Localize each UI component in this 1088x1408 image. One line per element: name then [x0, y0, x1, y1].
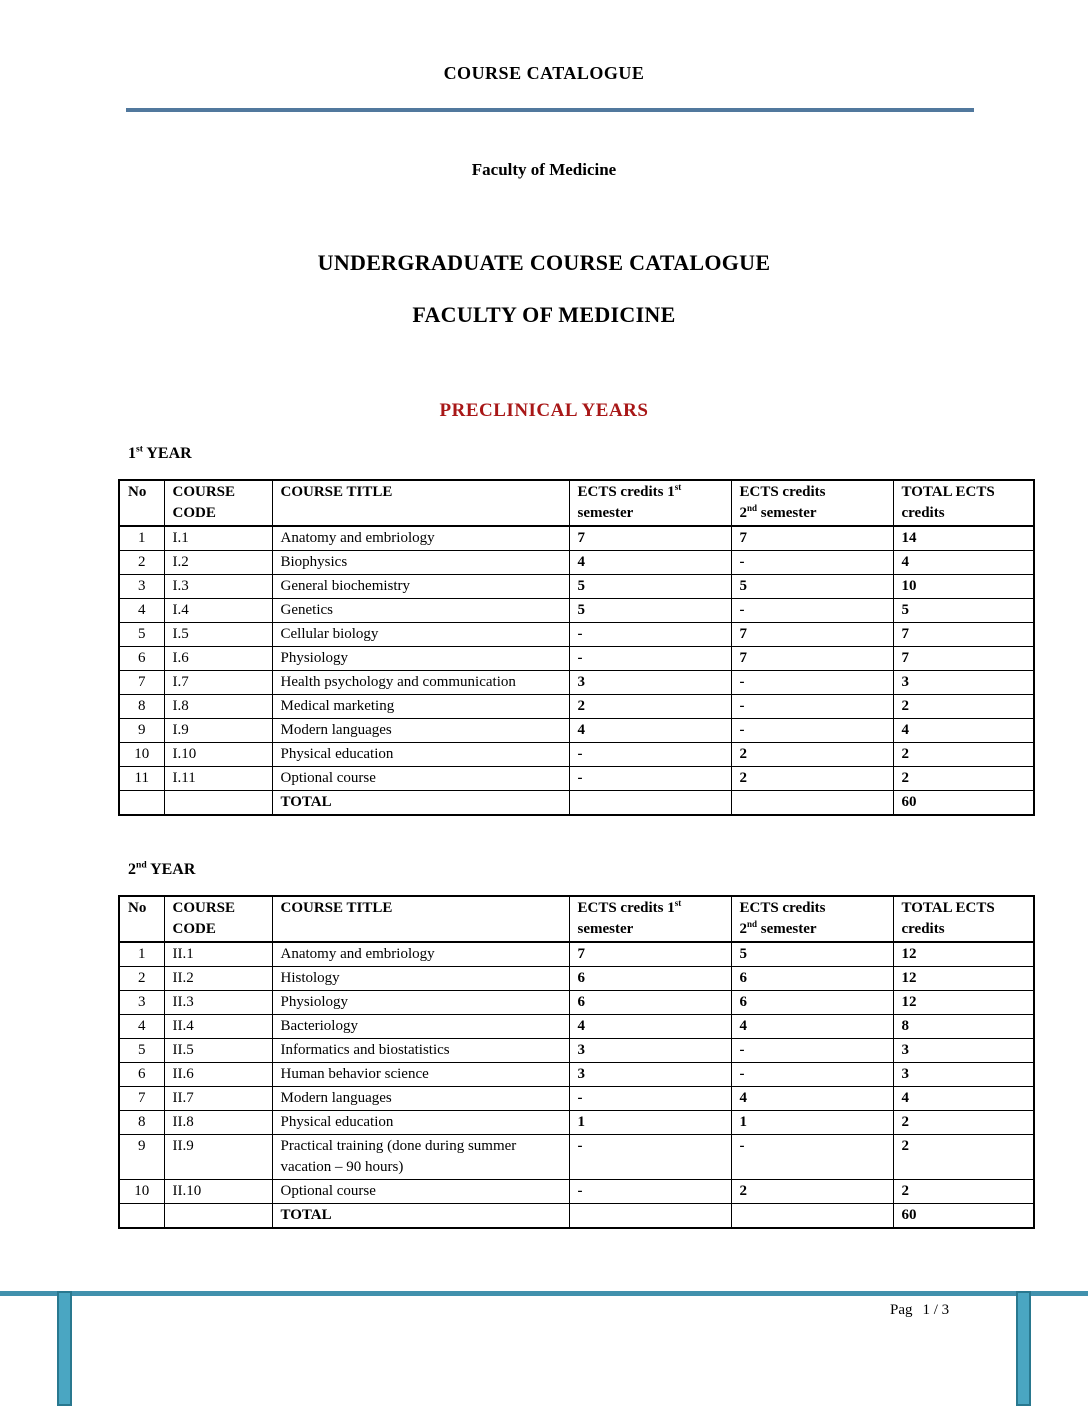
table-cell: 4 [119, 1015, 164, 1039]
table-cell: 2 [893, 695, 1034, 719]
column-header: COURSE TITLE [272, 480, 569, 526]
header-row [119, 480, 1034, 526]
table-cell [119, 1204, 164, 1229]
table-cell: Physiology [272, 647, 569, 671]
table-cell: 2 [569, 695, 731, 719]
table-cell: 3 [569, 671, 731, 695]
table-cell: 6 [569, 991, 731, 1015]
table-cell: General biochemistry [272, 575, 569, 599]
table-row [119, 767, 1034, 791]
table-cell: - [569, 1135, 731, 1180]
table-cell: 8 [119, 1111, 164, 1135]
table-cell: 3 [893, 671, 1034, 695]
table-cell: Health psychology and communication [272, 671, 569, 695]
column-header: ECTS credits 1st semester [569, 896, 731, 942]
table-cell: I.1 [164, 526, 272, 551]
document-header-title: COURSE CATALOGUE [443, 63, 645, 83]
table-cell: 12 [893, 942, 1034, 967]
table-cell: 3 [119, 991, 164, 1015]
table-cell: I.6 [164, 647, 272, 671]
table-cell: Medical marketing [272, 695, 569, 719]
table-cell: - [731, 671, 893, 695]
main-title-line-2: FACULTY OF MEDICINE [412, 302, 676, 327]
table-cell: II.2 [164, 967, 272, 991]
column-header: ECTS credits 1st semester [569, 480, 731, 526]
table-row [119, 575, 1034, 599]
column-header: COURSE CODE [164, 480, 272, 526]
table-cell: 8 [893, 1015, 1034, 1039]
section-heading: PRECLINICAL YEARS [439, 400, 649, 421]
table-cell: Anatomy and embriology [272, 526, 569, 551]
table-cell: 5 [893, 599, 1034, 623]
table-row [119, 551, 1034, 575]
year-1-table [118, 479, 1035, 816]
table-cell: TOTAL [272, 1204, 569, 1229]
table-cell: 5 [119, 1039, 164, 1063]
table-cell: II.6 [164, 1063, 272, 1087]
table-row [119, 1180, 1034, 1204]
table-row [119, 1063, 1034, 1087]
year-2-table-head [119, 896, 1034, 942]
main-title-line-1: UNDERGRADUATE COURSE CATALOGUE [317, 250, 771, 275]
footer-accent-bar-right [1016, 1291, 1031, 1406]
table-cell: Optional course [272, 767, 569, 791]
table-cell: 2 [893, 1135, 1034, 1180]
table-cell: 7 [731, 526, 893, 551]
table-row [119, 1039, 1034, 1063]
table-cell: 1 [731, 1111, 893, 1135]
table-cell: II.4 [164, 1015, 272, 1039]
table-cell: Modern languages [272, 1087, 569, 1111]
table-cell: 9 [119, 1135, 164, 1180]
table-cell: I.4 [164, 599, 272, 623]
table-cell: Physical education [272, 743, 569, 767]
table-cell: 7 [893, 623, 1034, 647]
table-row [119, 991, 1034, 1015]
table-row [119, 599, 1034, 623]
table-row [119, 1015, 1034, 1039]
table-cell: 3 [893, 1039, 1034, 1063]
footer-accent-bar-left [57, 1291, 72, 1406]
table-cell: 8 [119, 695, 164, 719]
table-cell: 3 [569, 1063, 731, 1087]
table-cell: 10 [119, 1180, 164, 1204]
table-cell: 11 [119, 767, 164, 791]
year-2-number: 2 [128, 861, 136, 878]
table-row [119, 647, 1034, 671]
table-cell: - [731, 599, 893, 623]
year-1-label: YEAR [142, 445, 192, 462]
table-cell: II.3 [164, 991, 272, 1015]
table-cell: 2 [731, 743, 893, 767]
table-cell: 12 [893, 967, 1034, 991]
table-cell: 14 [893, 526, 1034, 551]
table-cell [569, 791, 731, 816]
table-cell: 7 [119, 671, 164, 695]
table-cell: 2 [119, 551, 164, 575]
table-cell: - [569, 767, 731, 791]
table-cell: 60 [893, 1204, 1034, 1229]
table-cell: 2 [119, 967, 164, 991]
table-cell: 7 [731, 647, 893, 671]
table-cell: 4 [731, 1015, 893, 1039]
year-1-table-body [119, 526, 1034, 815]
table-cell: 6 [119, 647, 164, 671]
column-header: No [119, 480, 164, 526]
table-cell: 5 [119, 623, 164, 647]
table-cell: Practical training (done during summer vacation – 90 hours) [272, 1135, 569, 1180]
table-cell: 2 [893, 1111, 1034, 1135]
table-cell: 4 [569, 551, 731, 575]
table-cell: - [731, 551, 893, 575]
table-cell: 5 [569, 599, 731, 623]
table-cell: II.7 [164, 1087, 272, 1111]
table-row [119, 671, 1034, 695]
total-row [119, 791, 1034, 816]
table-cell: II.9 [164, 1135, 272, 1180]
table-cell: - [569, 1180, 731, 1204]
table-row [119, 1087, 1034, 1111]
table-cell [164, 791, 272, 816]
table-row [119, 526, 1034, 551]
year-2-table-body [119, 942, 1034, 1228]
year-2-table [118, 895, 1035, 1229]
table-cell: 4 [119, 599, 164, 623]
table-cell: Bacteriology [272, 1015, 569, 1039]
header-rule [126, 108, 974, 112]
table-cell: 7 [731, 623, 893, 647]
column-header: ECTS credits 2nd semester [731, 480, 893, 526]
year-1-ordinal-suffix: st [136, 443, 143, 455]
footer-page-label: Pag [890, 1302, 913, 1318]
column-header: TOTAL ECTS credits [893, 480, 1034, 526]
table-row [119, 743, 1034, 767]
table-cell: I.2 [164, 551, 272, 575]
table-cell: Modern languages [272, 719, 569, 743]
table-cell: II.8 [164, 1111, 272, 1135]
table-cell: 60 [893, 791, 1034, 816]
table-cell: 7 [119, 1087, 164, 1111]
table-cell [119, 791, 164, 816]
table-cell: 4 [731, 1087, 893, 1111]
column-header: No [119, 896, 164, 942]
table-cell: Biophysics [272, 551, 569, 575]
table-cell: 2 [731, 1180, 893, 1204]
table-cell: 1 [119, 526, 164, 551]
table-cell: 4 [893, 719, 1034, 743]
table-cell: - [731, 695, 893, 719]
year-2-heading [128, 860, 1088, 879]
table-cell: I.11 [164, 767, 272, 791]
table-row [119, 967, 1034, 991]
year-1-table-head [119, 480, 1034, 526]
table-cell [164, 1204, 272, 1229]
table-cell: 7 [569, 942, 731, 967]
footer-rule [0, 1291, 1088, 1296]
table-row [119, 623, 1034, 647]
table-cell: 5 [731, 575, 893, 599]
table-cell: 6 [119, 1063, 164, 1087]
column-header: ECTS credits 2nd semester [731, 896, 893, 942]
table-cell [731, 791, 893, 816]
year-2-label: YEAR [146, 861, 196, 878]
table-cell: II.1 [164, 942, 272, 967]
column-header: COURSE TITLE [272, 896, 569, 942]
table-row [119, 1135, 1034, 1180]
table-cell: 1 [119, 942, 164, 967]
table-cell: 4 [569, 1015, 731, 1039]
table-cell: 7 [893, 647, 1034, 671]
total-row [119, 1204, 1034, 1229]
table-cell: Physiology [272, 991, 569, 1015]
table-cell: 6 [731, 967, 893, 991]
table-cell: I.7 [164, 671, 272, 695]
table-cell: Genetics [272, 599, 569, 623]
table-cell: I.9 [164, 719, 272, 743]
year-1-number: 1 [128, 445, 136, 462]
table-cell [569, 1204, 731, 1229]
table-cell: I.10 [164, 743, 272, 767]
table-cell: - [731, 1063, 893, 1087]
table-row [119, 719, 1034, 743]
table-cell: 3 [893, 1063, 1034, 1087]
year-2-ordinal-suffix: nd [136, 859, 147, 871]
faculty-subtitle: Faculty of Medicine [471, 160, 617, 179]
table-cell: 2 [893, 1180, 1034, 1204]
table-cell: - [731, 1135, 893, 1180]
table-cell: 6 [569, 967, 731, 991]
table-cell: - [731, 1039, 893, 1063]
table-cell: Anatomy and embriology [272, 942, 569, 967]
table-cell: - [731, 719, 893, 743]
table-cell: Physical education [272, 1111, 569, 1135]
table-cell: I.3 [164, 575, 272, 599]
table-cell: 5 [569, 575, 731, 599]
table-cell: 9 [119, 719, 164, 743]
table-cell: 2 [731, 767, 893, 791]
table-cell: - [569, 1087, 731, 1111]
table-cell: 12 [893, 991, 1034, 1015]
footer-page-number [890, 1300, 949, 1320]
table-cell: II.5 [164, 1039, 272, 1063]
table-cell: Histology [272, 967, 569, 991]
table-cell: 3 [119, 575, 164, 599]
table-cell: 10 [119, 743, 164, 767]
table-cell: 7 [569, 526, 731, 551]
table-cell: 4 [893, 551, 1034, 575]
table-cell: 2 [893, 743, 1034, 767]
table-cell: 3 [569, 1039, 731, 1063]
table-cell: - [569, 743, 731, 767]
table-cell: 10 [893, 575, 1034, 599]
table-cell: 2 [893, 767, 1034, 791]
table-cell: 1 [569, 1111, 731, 1135]
table-cell: II.10 [164, 1180, 272, 1204]
table-row [119, 1111, 1034, 1135]
column-header: TOTAL ECTS credits [893, 896, 1034, 942]
table-cell: 5 [731, 942, 893, 967]
table-cell: - [569, 623, 731, 647]
table-cell: I.8 [164, 695, 272, 719]
table-cell: TOTAL [272, 791, 569, 816]
table-row [119, 695, 1034, 719]
table-cell: Optional course [272, 1180, 569, 1204]
table-cell: 4 [569, 719, 731, 743]
table-cell: Cellular biology [272, 623, 569, 647]
table-cell: Informatics and biostatistics [272, 1039, 569, 1063]
table-cell: 6 [731, 991, 893, 1015]
table-cell [731, 1204, 893, 1229]
table-cell: I.5 [164, 623, 272, 647]
table-cell: - [569, 647, 731, 671]
year-1-heading [128, 444, 1088, 463]
table-cell: 4 [893, 1087, 1034, 1111]
table-row [119, 942, 1034, 967]
header-row [119, 896, 1034, 942]
table-cell: Human behavior science [272, 1063, 569, 1087]
column-header: COURSE CODE [164, 896, 272, 942]
footer-page-value: 1 / 3 [922, 1302, 950, 1318]
